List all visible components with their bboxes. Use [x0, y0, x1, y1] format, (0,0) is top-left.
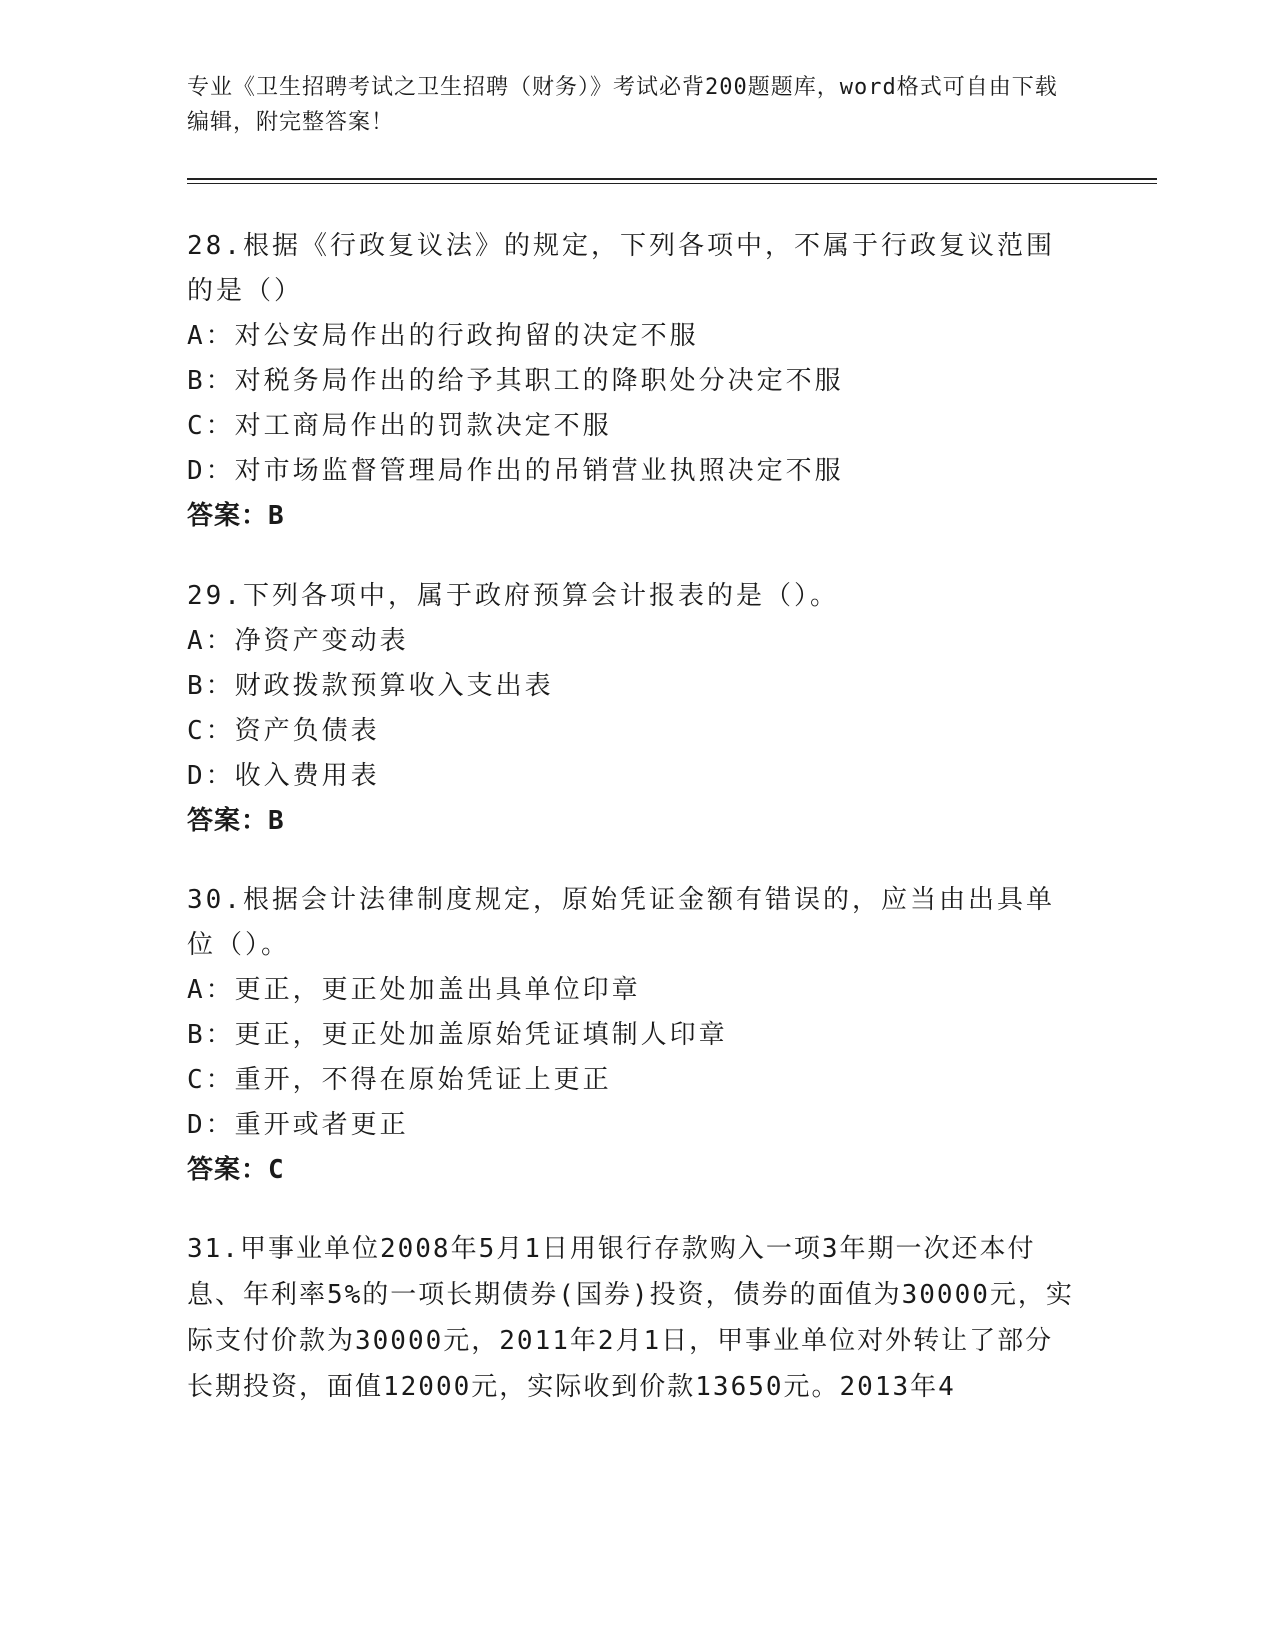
answer-value: C [268, 1155, 285, 1185]
answer-label: 答案： [187, 806, 269, 836]
option-c: C：重开，不得在原始凭证上更正 [187, 1065, 612, 1095]
option-b: B：对税务局作出的给予其职工的降职处分决定不服 [187, 366, 844, 396]
answer-label: 答案： [187, 1155, 269, 1185]
answer-value: B [268, 806, 285, 836]
question-30 [187, 878, 1077, 1193]
answer-line [187, 1148, 1077, 1193]
answer-value: B [268, 501, 285, 531]
option-d: D：收入费用表 [187, 761, 380, 791]
question-29 [187, 574, 1077, 844]
answer-line [187, 494, 1077, 539]
option-c: C：资产负债表 [187, 716, 380, 746]
answer-label: 答案： [187, 501, 269, 531]
question-stem: 28.根据《行政复议法》的规定，下列各项中，不属于行政复议范围的是（） [187, 231, 1055, 306]
question-stem: 31.甲事业单位2008年5月1日用银行存款购入一项3年期一次还本付息、年利率5%的一项长期债券(国券)投资，债券的面值为30000元，实际支付价款为30000元，2011年2月1日，甲事业单位对外转让了部分长期投资，面值12000元，实际收到价款13650元。2013年4 [187, 1234, 1074, 1402]
question-stem: 30.根据会计法律制度规定，原始凭证金额有错误的，应当由出具单位（）。 [187, 885, 1055, 960]
option-a: A：对公安局作出的行政拘留的决定不服 [187, 321, 699, 351]
divider-line-thin [187, 183, 1157, 184]
question-28 [187, 224, 1077, 539]
header-divider [187, 178, 1157, 184]
option-d: D：对市场监督管理局作出的吊销营业执照决定不服 [187, 456, 844, 486]
question-stem: 29.下列各项中，属于政府预算会计报表的是（）。 [187, 581, 839, 611]
option-a: A：净资产变动表 [187, 626, 409, 656]
divider-line-thick [187, 178, 1157, 180]
answer-line [187, 799, 1077, 844]
document-header: 专业《卫生招聘考试之卫生招聘（财务）》考试必背200题题库，word格式可自由下载编辑，附完整答案！ [187, 75, 1058, 135]
option-a: A：更正，更正处加盖出具单位印章 [187, 975, 641, 1005]
question-31 [187, 1226, 1077, 1410]
option-b: B：更正，更正处加盖原始凭证填制人印章 [187, 1020, 728, 1050]
option-c: C：对工商局作出的罚款决定不服 [187, 411, 612, 441]
option-d: D：重开或者更正 [187, 1110, 409, 1140]
option-b: B：财政拨款预算收入支出表 [187, 671, 554, 701]
